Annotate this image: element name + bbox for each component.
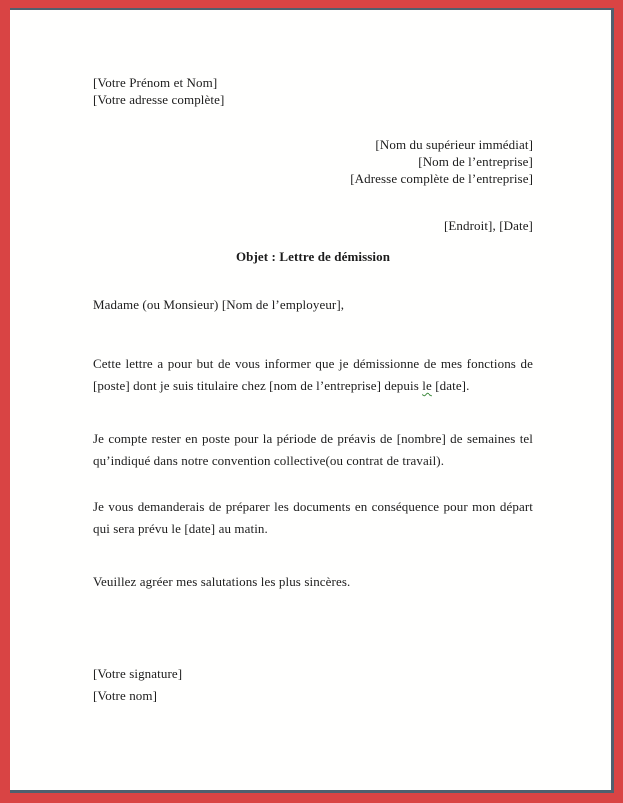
signature-name-line: [Votre nom] (93, 688, 158, 703)
closing-line: Veuillez agréer mes salutations les plus sincères. (93, 574, 351, 589)
recipient-block (93, 136, 533, 187)
sender-address-line: [Votre adresse complète] (93, 92, 225, 107)
grammar-flagged-word: le (422, 378, 432, 393)
sender-block (93, 74, 533, 108)
sender-name-line: [Votre Prénom et Nom] (93, 75, 218, 90)
signature-block (93, 663, 533, 707)
body-paragraph-2: Je compte rester en poste pour la période de préavis de [nombre] de semaines tel qu’indiqué dans notre convention collective(ou contrat de travail). (93, 431, 533, 468)
subject-line: Objet : Lettre de démission (235, 249, 391, 264)
body-paragraph-1 (93, 353, 533, 397)
recipient-company-line: [Nom de l’entreprise] (418, 154, 533, 169)
paragraph-1-text-before: Cette lettre a pour but de vous informer que je démissionne de mes fonctions de [poste] dont je suis titulaire chez [nom de l’entreprise] depuis (93, 356, 533, 393)
salutation-line: Madame (ou Monsieur) [Nom de l’employeur], (93, 297, 345, 312)
recipient-address-line: [Adresse complète de l’entreprise] (350, 171, 533, 186)
letter-content (10, 10, 611, 707)
recipient-supervisor-line: [Nom du supérieur immédiat] (375, 137, 533, 152)
signature-line: [Votre signature] (93, 666, 183, 681)
paragraph-1-text-after: [date]. (435, 378, 470, 393)
place-date-line: [Endroit], [Date] (443, 218, 533, 233)
body-paragraph-3: Je vous demanderais de préparer les documents en conséquence pour mon départ qui sera prévu le [date] au matin. (93, 499, 533, 536)
letter-page (10, 8, 614, 793)
